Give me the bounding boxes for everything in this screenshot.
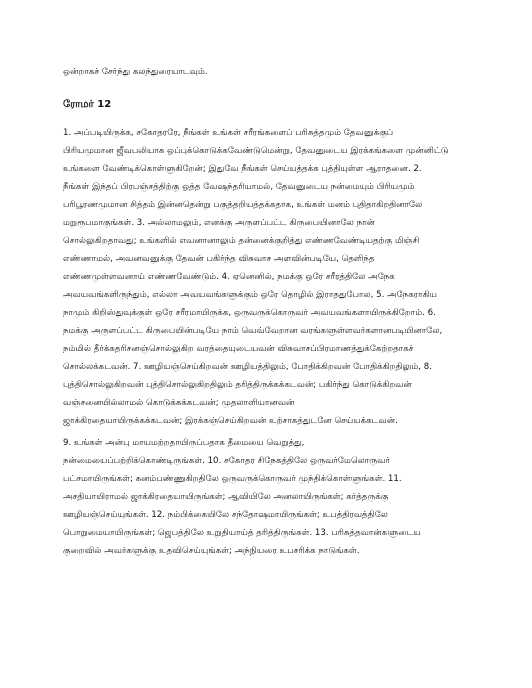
paragraph-line: சொல்லக்கடவன். 7. ஊழியஞ்செய்கிறவன் ஊழியத்திலும், போதிக்கிறவன் போதிக்கிறதிலும், 8.: [63, 362, 432, 372]
paragraph-line: குறைவில் அவர்களுக்கு உதவிசெய்யுங்கள்; அந்நியரை உபசரிக்க நாடுங்கள்.: [63, 546, 360, 556]
paragraph-line: மறுரூபமாகுங்கள். 3. அல்லாமலும், எனக்கு அருளப்பட்ட கிருபையினாலே நான்: [63, 218, 375, 228]
paragraph-line: எண்ணமுள்ளவனாய் எண்ணவேண்டும். 4. ஏனெனில், நமக்கு ஒரே சரீரத்திலே அநேக: [63, 272, 395, 282]
paragraph-line: வஞ்சனையில்லாமல் கொடுக்கக்கடவன்; முதலாளியானவன்: [63, 398, 295, 408]
paragraph-line: ஊழியஞ்செய்யுங்கள். 12. நம்பிக்கையிலே சந்தோஷமாயிருங்கள்; உபத்திரவத்திலே: [63, 510, 388, 520]
paragraph-line: நம்மில் தீர்க்கதரிசனஞ்சொல்லுகிற வரத்தையுடையவன் விசுவாசப்பிரமாணத்துக்கேற்றதாகச்: [63, 344, 414, 354]
paragraph-line: ஜாக்கிரதையாயிருக்கக்கடவன்; இரக்கஞ்செய்கிறவன் உற்சாகத்துடனே செய்யக்கடவன்.: [63, 416, 398, 426]
paragraph-line: அசதியாயிராமல் ஜாக்கிரதையாயிருங்கள்; ஆவியிலே அனலாயிருங்கள்; கர்த்தருக்கு: [63, 492, 389, 502]
paragraph-line: பரிபூரணமுமான சித்தம் இன்னதென்று பகுத்தறியத்தக்கதாக, உங்கள் மனம் புதிதாகிறதினாலே: [63, 200, 423, 210]
paragraph-line: நாமும் கிறிஸ்துவுக்குள் ஒரே சரீரமாயிருக்க, ஒருவருக்கொருவர் அவயவங்களாயிருக்கிறோம். 6.: [63, 308, 436, 318]
intro-line: ஒன்றாகச் சேர்ந்து கலந்துரையாடவும்.: [63, 67, 208, 77]
paragraph-line: நீங்கள் இந்தப் பிரபஞ்சத்திற்கு ஒத்த வேஷந்தரியாமல், தேவனுடைய நன்மையும் பிரியமும்: [63, 182, 415, 192]
paragraph-line: 1. அப்படியிருக்க, சகோதரரே, நீங்கள் உங்கள் சரீரங்களைப் பரிசுத்தமும் தேவனுக்குப்: [63, 128, 394, 138]
paragraph-line: பொறுமையாயிருங்கள்; ஜெபத்திலே உறுதியாய்த் தரித்திருங்கள். 13. பரிசுத்தவான்களுடைய: [63, 528, 421, 538]
paragraph-line: நமக்கு அருளப்பட்ட கிருபையின்படியே நாம் வெவ்வேறான வரங்களுள்ளவர்களானபடியினாலே,: [63, 326, 443, 336]
paragraph-line: புத்திசொல்லுகிறவன் புத்திசொல்லுகிறதிலும் தரித்திருக்கக்கடவன்; பகிர்ந்து கொடுக்கிறவன்: [63, 380, 412, 390]
paragraph-line: அவயவங்களிருந்தும், எல்லா அவயவங்களுக்கும் ஒரே தொழில் இராததுபோல, 5. அநேகராகிய: [63, 290, 438, 300]
paragraph-line: எண்ணாமல், அவனவனுக்கு தேவன் பகிர்ந்த விசுவாச அளவின்படியே, தெளிந்த: [63, 254, 375, 264]
paragraph-line: பட்சமாயிருங்கள்; கனம்பண்ணுகிறதிலே ஒருவருக்கொருவர் முந்திக்கொள்ளுங்கள். 11.: [63, 474, 402, 484]
paragraph-line: பிரியமுமான ஜீவபலியாக ஒப்புக்கொடுக்கவேண்டுமென்று, தேவனுடைய இரக்கங்களை முன்னிட்டு: [63, 146, 449, 156]
paragraph-line: 9. உங்கள் அன்பு மாயமற்றதாயிருப்பதாக தீமையை வெறுத்து,: [63, 438, 305, 448]
paragraph-line: உங்களை வேண்டிக்கொள்ளுகிறேன்; இதுவே நீங்கள் செய்யத்தக்க புத்தியுள்ள ஆராதனை. 2.: [63, 164, 422, 174]
paragraph-line: நன்மையைப்பற்றிக்கொண்டிருங்கள். 10. சகோதர சிநேகத்திலே ஒருவர்மேலொருவர்: [63, 456, 390, 466]
chapter-heading: ரோமர் 12: [63, 99, 112, 110]
paragraph-line: சொல்லுகிறதாவது; உங்களில் எவனானாலும் தன்னைக்குறித்து எண்ணவேண்டியதற்கு மிஞ்சி: [63, 236, 420, 246]
